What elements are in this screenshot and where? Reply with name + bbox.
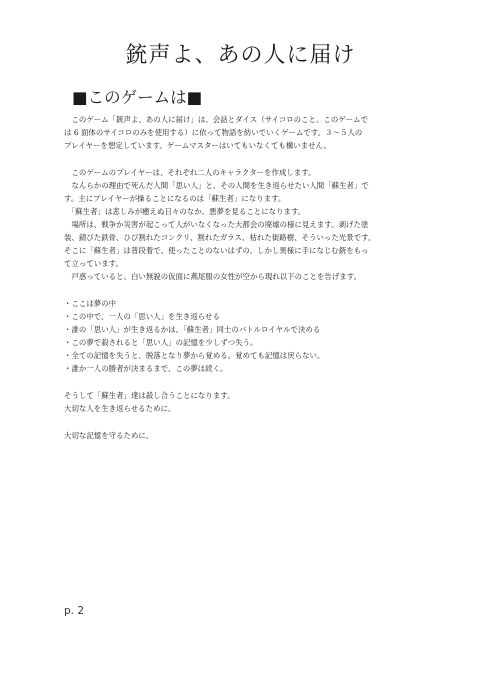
- text-line: そこに「蘇生者」は普段着で、使ったことのないはずの、しかし異様に手になじむ銃をもっ: [64, 246, 369, 255]
- text-line: 大切な人を生き返らせるために。: [64, 404, 176, 413]
- rule-item: ・ここは夢の中: [64, 299, 117, 308]
- rule-item: ・誰か一人の勝者が決まるまで、この夢は続く。: [64, 364, 228, 373]
- text-line: このゲームのプレイヤーは、それぞれ二人のキャラクターを作成します。: [64, 168, 316, 177]
- intro-paragraph: [64, 113, 426, 152]
- text-line: 装、錆びた鉄骨、ひび割れたコンクリ、割れたガラス、枯れた街路樹、そういった光景です。: [64, 233, 376, 242]
- page-number: p. 2: [64, 605, 85, 617]
- text-line: て立っています。: [64, 259, 123, 268]
- body-text: [64, 113, 426, 442]
- rule-item: ・全ての記憶を失うと、脱落となり夢から覚める。覚めても記憶は戻らない。: [64, 351, 325, 360]
- text-line: なんらかの理由で死んだ人間「思い人」と、その人間を生き返らせたい人間「蘇生者」で: [64, 181, 369, 190]
- text-line: このゲーム「銃声よ、あの人に届け」は、会話とダイス（サイコロのこと。このゲームで: [64, 115, 369, 124]
- closing-paragraph: [64, 389, 426, 415]
- text-line: す。主にプレイヤーが操ることになるのは「蘇生者」になります。: [64, 194, 286, 203]
- text-line: そうして「蘇生者」達は殺し合うことになります。: [64, 391, 235, 400]
- setting-paragraph: [64, 166, 426, 283]
- rules-list: [64, 297, 426, 375]
- text-line: 戸惑っていると、白い無貌の仮面に燕尾服の女性が空から現れ以下のことを告げます。: [64, 272, 362, 281]
- text-line: 「蘇生者」は悲しみが癒えぬ日々のなか、悪夢を見ることになります。: [64, 207, 306, 216]
- document-title: 銃声よ、あの人に届け: [125, 43, 356, 68]
- rule-item: ・この夢で殺されると「思い人」の記憶を少しずつ失う。: [64, 338, 258, 347]
- section-heading: ■このゲームは■: [72, 88, 203, 107]
- text-line: プレイヤーを想定しています。ゲームマスターはいてもいなくても構いません。: [64, 141, 331, 150]
- rule-item: ・誰の「思い人」が生き返るかは、「蘇生者」同士のバトルロイヤルで決める: [64, 325, 321, 334]
- text-line: は 6 面体のサイコロのみを使用する）に依って物語を紡いでいくゲームです。３～５人の: [64, 128, 363, 137]
- rule-item: ・この中で、一人の「思い人」を生き返らせる: [64, 312, 220, 321]
- final-line: 大切な記憶を守るために。: [64, 431, 154, 440]
- text-line: 場所は、戦争か災害が起こって人がいなくなった大都会の廃墟の様に見えます。剥げた塗: [64, 220, 369, 229]
